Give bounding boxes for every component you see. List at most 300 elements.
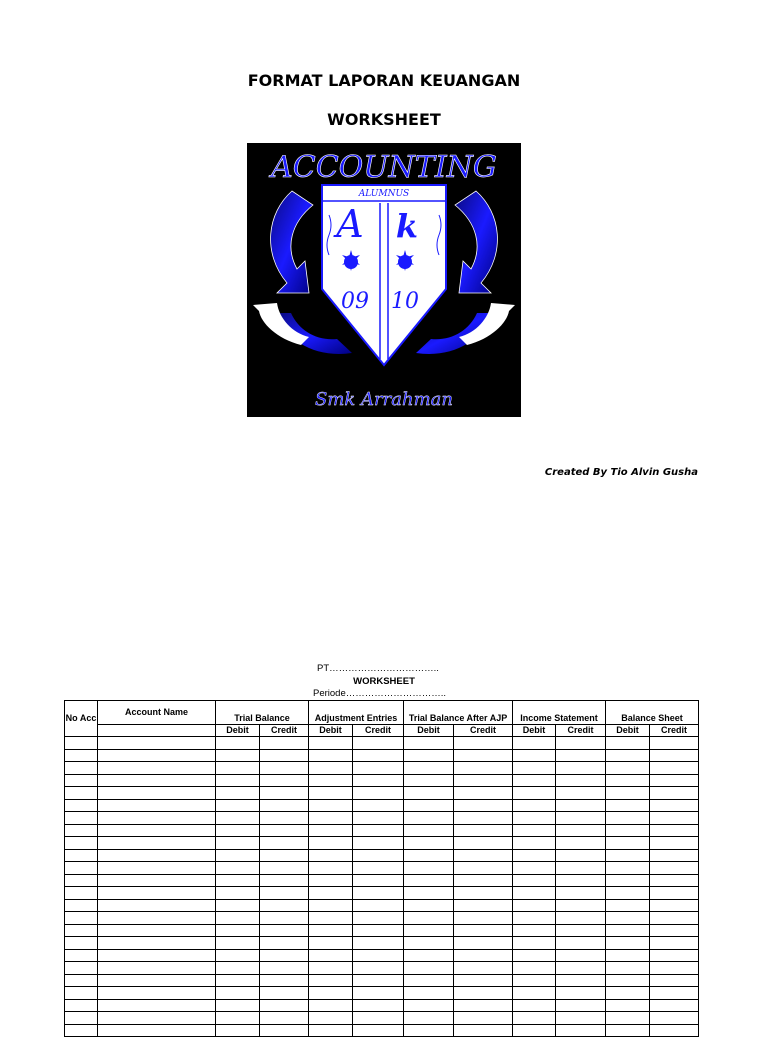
- table-cell[interactable]: [513, 799, 556, 812]
- table-cell[interactable]: [98, 949, 216, 962]
- table-cell[interactable]: [98, 887, 216, 900]
- table-cell[interactable]: [65, 899, 98, 912]
- table-cell[interactable]: [556, 999, 606, 1012]
- table-cell[interactable]: [513, 962, 556, 975]
- table-row: [65, 974, 699, 987]
- table-cell[interactable]: [606, 799, 650, 812]
- table-cell[interactable]: [98, 999, 216, 1012]
- table-cell[interactable]: [454, 912, 513, 925]
- table-cell[interactable]: [216, 924, 260, 937]
- table-cell[interactable]: [260, 862, 309, 875]
- table-cell[interactable]: [216, 837, 260, 850]
- table-cell[interactable]: [513, 787, 556, 800]
- table-cell[interactable]: [650, 937, 699, 950]
- table-cell[interactable]: [556, 962, 606, 975]
- table-cell[interactable]: [98, 774, 216, 787]
- table-cell[interactable]: [404, 912, 454, 925]
- table-cell[interactable]: [309, 937, 353, 950]
- table-cell[interactable]: [513, 824, 556, 837]
- table-cell[interactable]: [556, 749, 606, 762]
- table-cell[interactable]: [309, 737, 353, 750]
- table-cell[interactable]: [98, 1012, 216, 1025]
- table-cell[interactable]: [260, 912, 309, 925]
- table-cell[interactable]: [404, 1024, 454, 1037]
- table-cell[interactable]: [454, 987, 513, 1000]
- table-cell[interactable]: [556, 799, 606, 812]
- table-cell[interactable]: [353, 962, 404, 975]
- table-cell[interactable]: [650, 812, 699, 825]
- table-cell[interactable]: [556, 849, 606, 862]
- table-cell[interactable]: [65, 737, 98, 750]
- table-cell[interactable]: [309, 1012, 353, 1025]
- table-cell[interactable]: [309, 812, 353, 825]
- table-cell[interactable]: [513, 1024, 556, 1037]
- table-cell[interactable]: [65, 987, 98, 1000]
- table-cell[interactable]: [650, 987, 699, 1000]
- table-cell[interactable]: [556, 862, 606, 875]
- table-cell[interactable]: [513, 837, 556, 850]
- table-cell[interactable]: [606, 749, 650, 762]
- table-cell[interactable]: [650, 924, 699, 937]
- table-cell[interactable]: [606, 812, 650, 825]
- table-cell[interactable]: [65, 824, 98, 837]
- table-cell[interactable]: [513, 762, 556, 775]
- table-cell[interactable]: [260, 1012, 309, 1025]
- table-cell[interactable]: [98, 912, 216, 925]
- table-cell[interactable]: [404, 1012, 454, 1025]
- table-cell[interactable]: [404, 887, 454, 900]
- table-cell[interactable]: [454, 824, 513, 837]
- table-cell[interactable]: [404, 812, 454, 825]
- table-cell[interactable]: [260, 899, 309, 912]
- table-cell[interactable]: [98, 874, 216, 887]
- table-cell[interactable]: [260, 887, 309, 900]
- table-row: [65, 824, 699, 837]
- table-cell[interactable]: [65, 874, 98, 887]
- table-cell[interactable]: [260, 849, 309, 862]
- table-cell[interactable]: [260, 937, 309, 950]
- table-cell[interactable]: [513, 749, 556, 762]
- table-cell[interactable]: [556, 874, 606, 887]
- table-cell[interactable]: [353, 737, 404, 750]
- table-cell[interactable]: [606, 912, 650, 925]
- table-cell[interactable]: [404, 862, 454, 875]
- table-cell[interactable]: [98, 962, 216, 975]
- table-cell[interactable]: [260, 1024, 309, 1037]
- table-cell[interactable]: [404, 762, 454, 775]
- table-cell[interactable]: [556, 787, 606, 800]
- table-cell[interactable]: [216, 999, 260, 1012]
- table-cell[interactable]: [606, 887, 650, 900]
- table-cell[interactable]: [260, 924, 309, 937]
- table-cell[interactable]: [216, 737, 260, 750]
- table-cell[interactable]: [309, 862, 353, 875]
- header-debit: Debit: [404, 725, 454, 737]
- table-cell[interactable]: [650, 974, 699, 987]
- table-cell[interactable]: [606, 1012, 650, 1025]
- table-cell[interactable]: [353, 787, 404, 800]
- table-cell[interactable]: [216, 1024, 260, 1037]
- table-cell[interactable]: [606, 962, 650, 975]
- table-cell[interactable]: [556, 1024, 606, 1037]
- table-cell[interactable]: [650, 824, 699, 837]
- table-cell[interactable]: [98, 924, 216, 937]
- table-cell[interactable]: [556, 837, 606, 850]
- table-cell[interactable]: [65, 849, 98, 862]
- table-cell[interactable]: [556, 1012, 606, 1025]
- table-cell[interactable]: [65, 887, 98, 900]
- table-cell[interactable]: [404, 899, 454, 912]
- table-cell[interactable]: [404, 962, 454, 975]
- table-cell[interactable]: [454, 937, 513, 950]
- table-cell[interactable]: [650, 887, 699, 900]
- table-cell[interactable]: [309, 912, 353, 925]
- table-cell[interactable]: [454, 787, 513, 800]
- table-cell[interactable]: [556, 987, 606, 1000]
- table-cell[interactable]: [606, 987, 650, 1000]
- table-cell[interactable]: [216, 799, 260, 812]
- table-cell[interactable]: [353, 924, 404, 937]
- table-cell[interactable]: [606, 999, 650, 1012]
- table-cell[interactable]: [309, 924, 353, 937]
- table-cell[interactable]: [454, 762, 513, 775]
- table-cell[interactable]: [556, 899, 606, 912]
- table-cell[interactable]: [65, 787, 98, 800]
- logo-letter-left: A: [336, 202, 364, 246]
- table-cell[interactable]: [65, 774, 98, 787]
- table-cell[interactable]: [513, 949, 556, 962]
- table-cell[interactable]: [650, 799, 699, 812]
- table-cell[interactable]: [65, 924, 98, 937]
- table-cell[interactable]: [606, 862, 650, 875]
- table-cell[interactable]: [556, 824, 606, 837]
- table-cell[interactable]: [650, 737, 699, 750]
- table-cell[interactable]: [513, 937, 556, 950]
- table-cell[interactable]: [513, 874, 556, 887]
- table-cell[interactable]: [65, 762, 98, 775]
- table-cell[interactable]: [353, 749, 404, 762]
- table-cell[interactable]: [454, 774, 513, 787]
- table-cell[interactable]: [454, 999, 513, 1012]
- table-cell[interactable]: [650, 1024, 699, 1037]
- table-cell[interactable]: [556, 887, 606, 900]
- table-cell[interactable]: [454, 1012, 513, 1025]
- table-cell[interactable]: [606, 874, 650, 887]
- table-cell[interactable]: [556, 924, 606, 937]
- table-cell[interactable]: [309, 799, 353, 812]
- table-cell[interactable]: [404, 737, 454, 750]
- table-cell[interactable]: [353, 862, 404, 875]
- table-cell[interactable]: [454, 962, 513, 975]
- table-cell[interactable]: [65, 912, 98, 925]
- table-cell[interactable]: [98, 937, 216, 950]
- table-cell[interactable]: [216, 899, 260, 912]
- table-cell[interactable]: [353, 937, 404, 950]
- table-cell[interactable]: [513, 774, 556, 787]
- table-cell[interactable]: [556, 774, 606, 787]
- table-cell[interactable]: [65, 1024, 98, 1037]
- table-cell[interactable]: [454, 849, 513, 862]
- table-cell[interactable]: [98, 899, 216, 912]
- table-cell[interactable]: [260, 974, 309, 987]
- table-cell[interactable]: [513, 887, 556, 900]
- table-cell[interactable]: [353, 774, 404, 787]
- table-cell[interactable]: [454, 737, 513, 750]
- table-cell[interactable]: [260, 987, 309, 1000]
- table-cell[interactable]: [353, 899, 404, 912]
- table-cell[interactable]: [353, 887, 404, 900]
- table-cell[interactable]: [309, 949, 353, 962]
- table-cell[interactable]: [454, 749, 513, 762]
- table-cell[interactable]: [98, 824, 216, 837]
- table-cell[interactable]: [404, 937, 454, 950]
- table-cell[interactable]: [260, 762, 309, 775]
- table-cell[interactable]: [513, 912, 556, 925]
- table-cell[interactable]: [454, 974, 513, 987]
- table-cell[interactable]: [260, 837, 309, 850]
- table-cell[interactable]: [650, 837, 699, 850]
- table-cell[interactable]: [353, 762, 404, 775]
- table-cell[interactable]: [556, 949, 606, 962]
- table-cell[interactable]: [513, 974, 556, 987]
- table-cell[interactable]: [260, 999, 309, 1012]
- table-cell[interactable]: [98, 987, 216, 1000]
- table-cell[interactable]: [260, 812, 309, 825]
- table-cell[interactable]: [404, 849, 454, 862]
- table-cell[interactable]: [454, 862, 513, 875]
- table-cell[interactable]: [309, 762, 353, 775]
- table-cell[interactable]: [353, 912, 404, 925]
- table-row: [65, 774, 699, 787]
- table-cell[interactable]: [353, 824, 404, 837]
- table-cell[interactable]: [65, 962, 98, 975]
- table-cell[interactable]: [216, 849, 260, 862]
- table-cell[interactable]: [65, 974, 98, 987]
- table-cell[interactable]: [353, 874, 404, 887]
- table-cell[interactable]: [606, 1024, 650, 1037]
- table-cell[interactable]: [260, 774, 309, 787]
- table-cell[interactable]: [556, 812, 606, 825]
- table-cell[interactable]: [353, 987, 404, 1000]
- table-cell[interactable]: [454, 1024, 513, 1037]
- header-credit: Credit: [556, 725, 606, 737]
- table-cell[interactable]: [513, 849, 556, 862]
- table-cell[interactable]: [556, 737, 606, 750]
- table-cell[interactable]: [513, 1012, 556, 1025]
- table-cell[interactable]: [454, 812, 513, 825]
- table-cell[interactable]: [556, 912, 606, 925]
- header-account-name: Account Name: [98, 701, 216, 725]
- table-cell[interactable]: [556, 937, 606, 950]
- table-cell[interactable]: [606, 949, 650, 962]
- table-cell[interactable]: [513, 999, 556, 1012]
- table-cell[interactable]: [98, 862, 216, 875]
- table-cell[interactable]: [513, 899, 556, 912]
- table-cell[interactable]: [65, 949, 98, 962]
- table-cell[interactable]: [216, 962, 260, 975]
- table-cell[interactable]: [216, 812, 260, 825]
- table-cell[interactable]: [260, 737, 309, 750]
- table-cell[interactable]: [216, 912, 260, 925]
- table-cell[interactable]: [650, 962, 699, 975]
- table-cell[interactable]: [65, 862, 98, 875]
- table-cell[interactable]: [216, 937, 260, 950]
- table-cell[interactable]: [404, 837, 454, 850]
- table-cell[interactable]: [454, 874, 513, 887]
- table-cell[interactable]: [260, 799, 309, 812]
- table-cell[interactable]: [309, 824, 353, 837]
- table-cell[interactable]: [513, 812, 556, 825]
- table-cell[interactable]: [309, 887, 353, 900]
- table-cell[interactable]: [404, 787, 454, 800]
- table-cell[interactable]: [513, 924, 556, 937]
- table-cell[interactable]: [404, 749, 454, 762]
- table-cell[interactable]: [216, 874, 260, 887]
- table-cell[interactable]: [216, 749, 260, 762]
- table-cell[interactable]: [98, 974, 216, 987]
- table-cell[interactable]: [556, 762, 606, 775]
- table-cell[interactable]: [353, 1024, 404, 1037]
- table-cell[interactable]: [98, 837, 216, 850]
- table-cell[interactable]: [404, 987, 454, 1000]
- table-cell[interactable]: [650, 749, 699, 762]
- table-cell[interactable]: [65, 837, 98, 850]
- table-cell[interactable]: [650, 774, 699, 787]
- table-cell[interactable]: [404, 949, 454, 962]
- table-cell[interactable]: [606, 762, 650, 775]
- table-cell[interactable]: [260, 749, 309, 762]
- table-cell[interactable]: [650, 862, 699, 875]
- table-cell[interactable]: [650, 899, 699, 912]
- table-cell[interactable]: [309, 849, 353, 862]
- table-cell[interactable]: [216, 774, 260, 787]
- table-cell[interactable]: [216, 824, 260, 837]
- table-cell[interactable]: [98, 737, 216, 750]
- table-cell[interactable]: [309, 774, 353, 787]
- table-cell[interactable]: [309, 874, 353, 887]
- table-cell[interactable]: [216, 974, 260, 987]
- logo-bottom-text: Smk Arrahman: [315, 389, 453, 410]
- table-cell[interactable]: [650, 949, 699, 962]
- table-cell[interactable]: [309, 837, 353, 850]
- table-cell[interactable]: [65, 999, 98, 1012]
- company-line: PT……………………………..: [317, 663, 439, 674]
- table-cell[interactable]: [606, 824, 650, 837]
- table-cell[interactable]: [606, 837, 650, 850]
- table-cell[interactable]: [309, 987, 353, 1000]
- table-cell[interactable]: [309, 974, 353, 987]
- table-cell[interactable]: [650, 999, 699, 1012]
- table-cell[interactable]: [309, 899, 353, 912]
- table-cell[interactable]: [309, 1024, 353, 1037]
- table-cell[interactable]: [98, 812, 216, 825]
- table-cell[interactable]: [353, 799, 404, 812]
- table-cell[interactable]: [309, 999, 353, 1012]
- table-cell[interactable]: [260, 824, 309, 837]
- table-cell[interactable]: [260, 962, 309, 975]
- table-cell[interactable]: [216, 862, 260, 875]
- table-cell[interactable]: [404, 999, 454, 1012]
- table-cell[interactable]: [353, 849, 404, 862]
- table-cell[interactable]: [216, 1012, 260, 1025]
- table-cell[interactable]: [260, 787, 309, 800]
- table-cell[interactable]: [606, 937, 650, 950]
- table-cell[interactable]: [454, 799, 513, 812]
- table-cell[interactable]: [606, 787, 650, 800]
- table-cell[interactable]: [309, 962, 353, 975]
- table-cell[interactable]: [650, 912, 699, 925]
- table-cell[interactable]: [353, 974, 404, 987]
- table-cell[interactable]: [353, 949, 404, 962]
- header-debit: Debit: [513, 725, 556, 737]
- table-cell[interactable]: [454, 899, 513, 912]
- table-cell[interactable]: [606, 774, 650, 787]
- table-cell[interactable]: [353, 999, 404, 1012]
- table-cell[interactable]: [65, 749, 98, 762]
- table-cell[interactable]: [216, 987, 260, 1000]
- table-cell[interactable]: [98, 1024, 216, 1037]
- table-cell[interactable]: [65, 812, 98, 825]
- table-cell[interactable]: [98, 749, 216, 762]
- table-cell[interactable]: [404, 824, 454, 837]
- table-cell[interactable]: [65, 799, 98, 812]
- table-cell[interactable]: [404, 799, 454, 812]
- table-cell[interactable]: [216, 787, 260, 800]
- table-cell[interactable]: [650, 762, 699, 775]
- table-cell[interactable]: [650, 1012, 699, 1025]
- table-cell[interactable]: [404, 974, 454, 987]
- table-cell[interactable]: [404, 874, 454, 887]
- table-cell[interactable]: [454, 887, 513, 900]
- table-cell[interactable]: [606, 737, 650, 750]
- table-cell[interactable]: [260, 949, 309, 962]
- table-cell[interactable]: [353, 837, 404, 850]
- table-cell[interactable]: [216, 949, 260, 962]
- table-cell[interactable]: [216, 762, 260, 775]
- table-cell[interactable]: [309, 749, 353, 762]
- table-cell[interactable]: [65, 937, 98, 950]
- table-cell[interactable]: [404, 774, 454, 787]
- table-cell[interactable]: [650, 787, 699, 800]
- table-cell[interactable]: [404, 924, 454, 937]
- table-cell[interactable]: [353, 812, 404, 825]
- table-cell[interactable]: [606, 849, 650, 862]
- table-cell[interactable]: [98, 762, 216, 775]
- table-cell[interactable]: [353, 1012, 404, 1025]
- table-cell[interactable]: [98, 787, 216, 800]
- table-cell[interactable]: [650, 874, 699, 887]
- table-cell[interactable]: [454, 837, 513, 850]
- table-cell[interactable]: [454, 924, 513, 937]
- table-cell[interactable]: [513, 987, 556, 1000]
- table-cell[interactable]: [513, 737, 556, 750]
- table-cell[interactable]: [98, 849, 216, 862]
- table-cell[interactable]: [98, 799, 216, 812]
- table-cell[interactable]: [606, 924, 650, 937]
- period-line: Periode…………………………..: [313, 688, 447, 699]
- table-cell[interactable]: [216, 887, 260, 900]
- table-cell[interactable]: [606, 974, 650, 987]
- table-cell[interactable]: [454, 949, 513, 962]
- table-cell[interactable]: [65, 1012, 98, 1025]
- table-cell[interactable]: [556, 974, 606, 987]
- logo-year-right: 10: [391, 289, 419, 314]
- table-cell[interactable]: [650, 849, 699, 862]
- table-cell[interactable]: [606, 899, 650, 912]
- table-cell[interactable]: [309, 787, 353, 800]
- table-cell[interactable]: [260, 874, 309, 887]
- table-cell[interactable]: [513, 862, 556, 875]
